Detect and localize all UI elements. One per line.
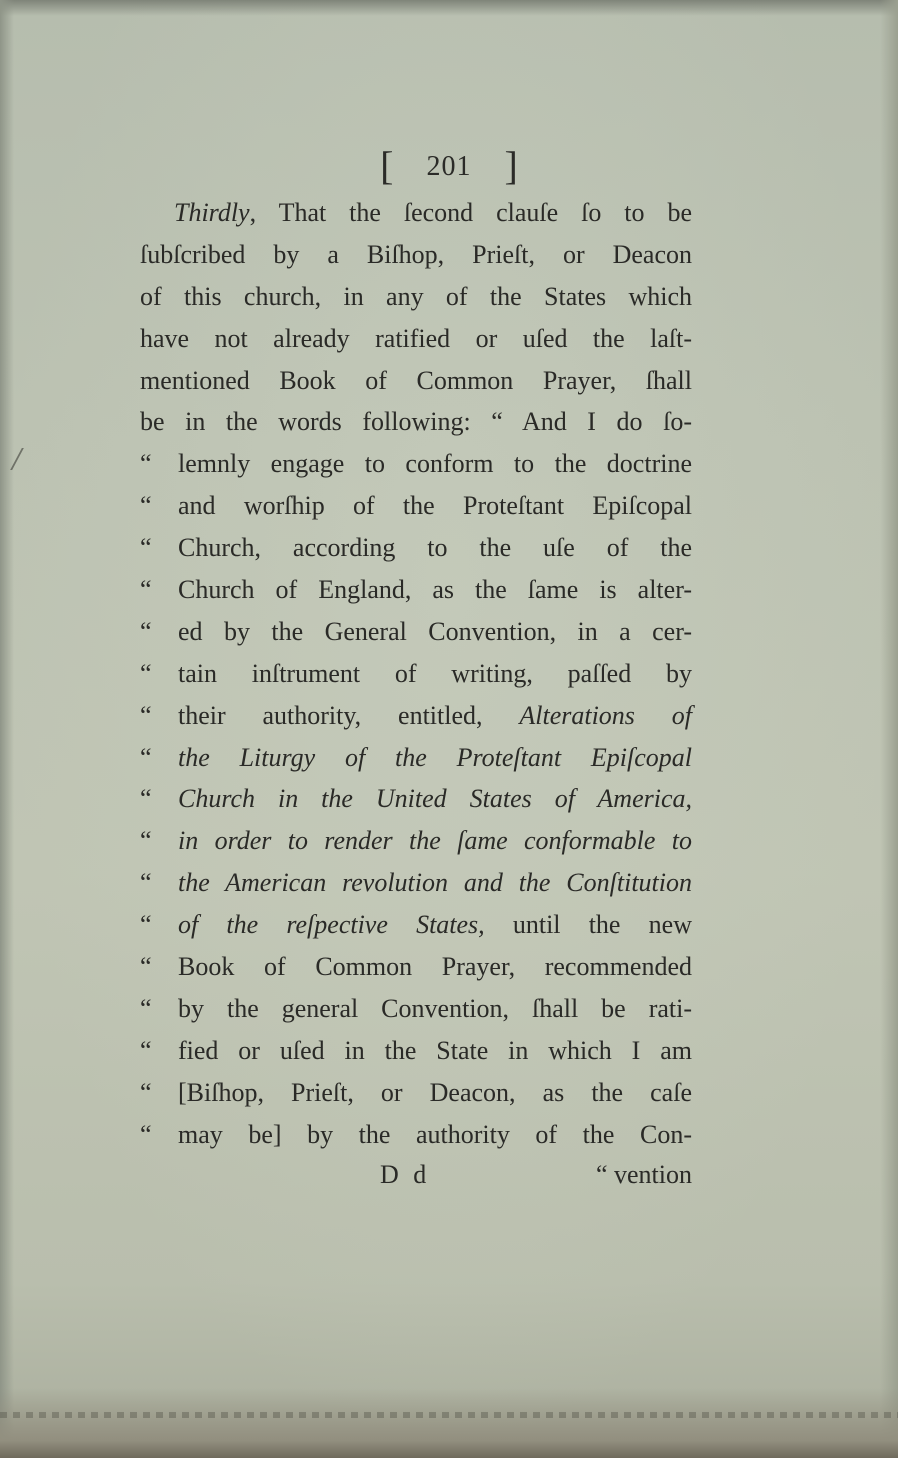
- text-line: [140, 946, 692, 988]
- text-line: [140, 360, 692, 402]
- text-line: [140, 234, 692, 276]
- text-line: [140, 318, 692, 360]
- italic-text: the American revolution and the Conſtitution: [178, 868, 692, 898]
- text-line: [140, 904, 692, 946]
- text-run: ed by the General Convention, in a cer-: [178, 616, 692, 646]
- text-line: [140, 695, 692, 737]
- text-run: Church of England, as the ſame is alter-: [178, 575, 692, 605]
- quote-mark: “: [140, 700, 152, 730]
- text-line: [140, 1072, 692, 1114]
- text-run: lemnly engage to conform to the doctrine: [178, 449, 692, 479]
- quote-mark: “: [140, 868, 152, 898]
- text-line: [140, 862, 692, 904]
- quote-mark: “: [140, 993, 152, 1023]
- text-run: be in the words following: “ And I do ſo-: [140, 407, 692, 437]
- text-line: [140, 611, 692, 653]
- text-run: have not already ratified or uſed the laſt-: [140, 323, 692, 353]
- italic-text: of the reſpective States,: [178, 910, 485, 940]
- quote-mark: “: [140, 449, 152, 479]
- text-run: Book of Common Prayer, recommended: [178, 952, 692, 982]
- page-edge-right: [880, 0, 898, 1458]
- quote-mark: “: [140, 910, 152, 940]
- text-run: of this church, in any of the States which: [140, 281, 692, 311]
- text-line: [140, 527, 692, 569]
- quote-mark: “: [140, 1077, 152, 1107]
- text-line: [140, 820, 692, 862]
- text-run: mentioned Book of Common Prayer, ſhall: [140, 365, 692, 395]
- italic-text: Alterations of: [519, 700, 692, 730]
- text-run: ſubſcribed by a Biſhop, Prieſt, or Deacon: [140, 239, 692, 269]
- text-run: and worſhip of the Proteſtant Epiſcopal: [178, 491, 692, 521]
- body-text: [140, 192, 692, 1155]
- text-run: , That the ſecond clauſe ſo to be: [249, 198, 692, 227]
- quote-mark: “: [140, 1035, 152, 1065]
- quote-mark: “: [140, 616, 152, 646]
- quote-mark: “: [140, 952, 152, 982]
- italic-text: the Liturgy of the Proteſtant Epiſcopal: [178, 742, 692, 772]
- text-line: [140, 737, 692, 779]
- quote-mark: “: [140, 1119, 152, 1149]
- text-line: [140, 653, 692, 695]
- text-line: [140, 1114, 692, 1156]
- quote-mark: “: [140, 826, 152, 856]
- catchword: “ vention: [595, 1160, 692, 1189]
- quote-mark: “: [140, 742, 152, 772]
- page-footer: [140, 1160, 692, 1200]
- text-run: until the new: [484, 910, 692, 940]
- page-edge-top: [0, 0, 898, 16]
- text-run: fied or uſed in the State in which I am: [178, 1035, 692, 1065]
- text-line: [140, 192, 692, 234]
- text-line: [140, 988, 692, 1030]
- italic-text: in order to render the ſame conformable to: [178, 826, 692, 856]
- text-line: [140, 276, 692, 318]
- page-header: [0, 142, 898, 189]
- header-bracket-open: [: [380, 143, 394, 188]
- signature-mark: D d: [380, 1160, 431, 1189]
- torn-edge: [0, 1412, 898, 1418]
- quote-mark: “: [140, 533, 152, 563]
- page-number: 201: [426, 151, 472, 182]
- page-edge-bottom: [0, 1388, 898, 1458]
- text-run: may be] by the authority of the Con-: [178, 1119, 692, 1149]
- quote-mark: “: [140, 658, 152, 688]
- header-bracket-close: ]: [504, 143, 518, 188]
- text-run: their authority, entitled,: [178, 700, 520, 730]
- italic-text: Church in the United States of America,: [178, 784, 692, 814]
- text-line: [140, 485, 692, 527]
- text-line: [140, 778, 692, 820]
- quote-mark: “: [140, 575, 152, 605]
- quote-mark: “: [140, 491, 152, 521]
- text-line: [140, 401, 692, 443]
- text-line: [140, 1030, 692, 1072]
- margin-pencil-mark: [10, 448, 38, 470]
- text-run: [Biſhop, Prieſt, or Deacon, as the caſe: [178, 1077, 692, 1107]
- text-line: [140, 569, 692, 611]
- text-run: Church, according to the uſe of the: [178, 533, 692, 563]
- page-edge-left: [0, 0, 14, 1458]
- text-run: by the general Convention, ſhall be rati-: [178, 993, 692, 1023]
- text-run: tain inſtrument of writing, paſſed by: [178, 658, 692, 688]
- text-line: [140, 443, 692, 485]
- quote-mark: “: [140, 784, 152, 814]
- italic-text: Thirdly: [174, 198, 250, 227]
